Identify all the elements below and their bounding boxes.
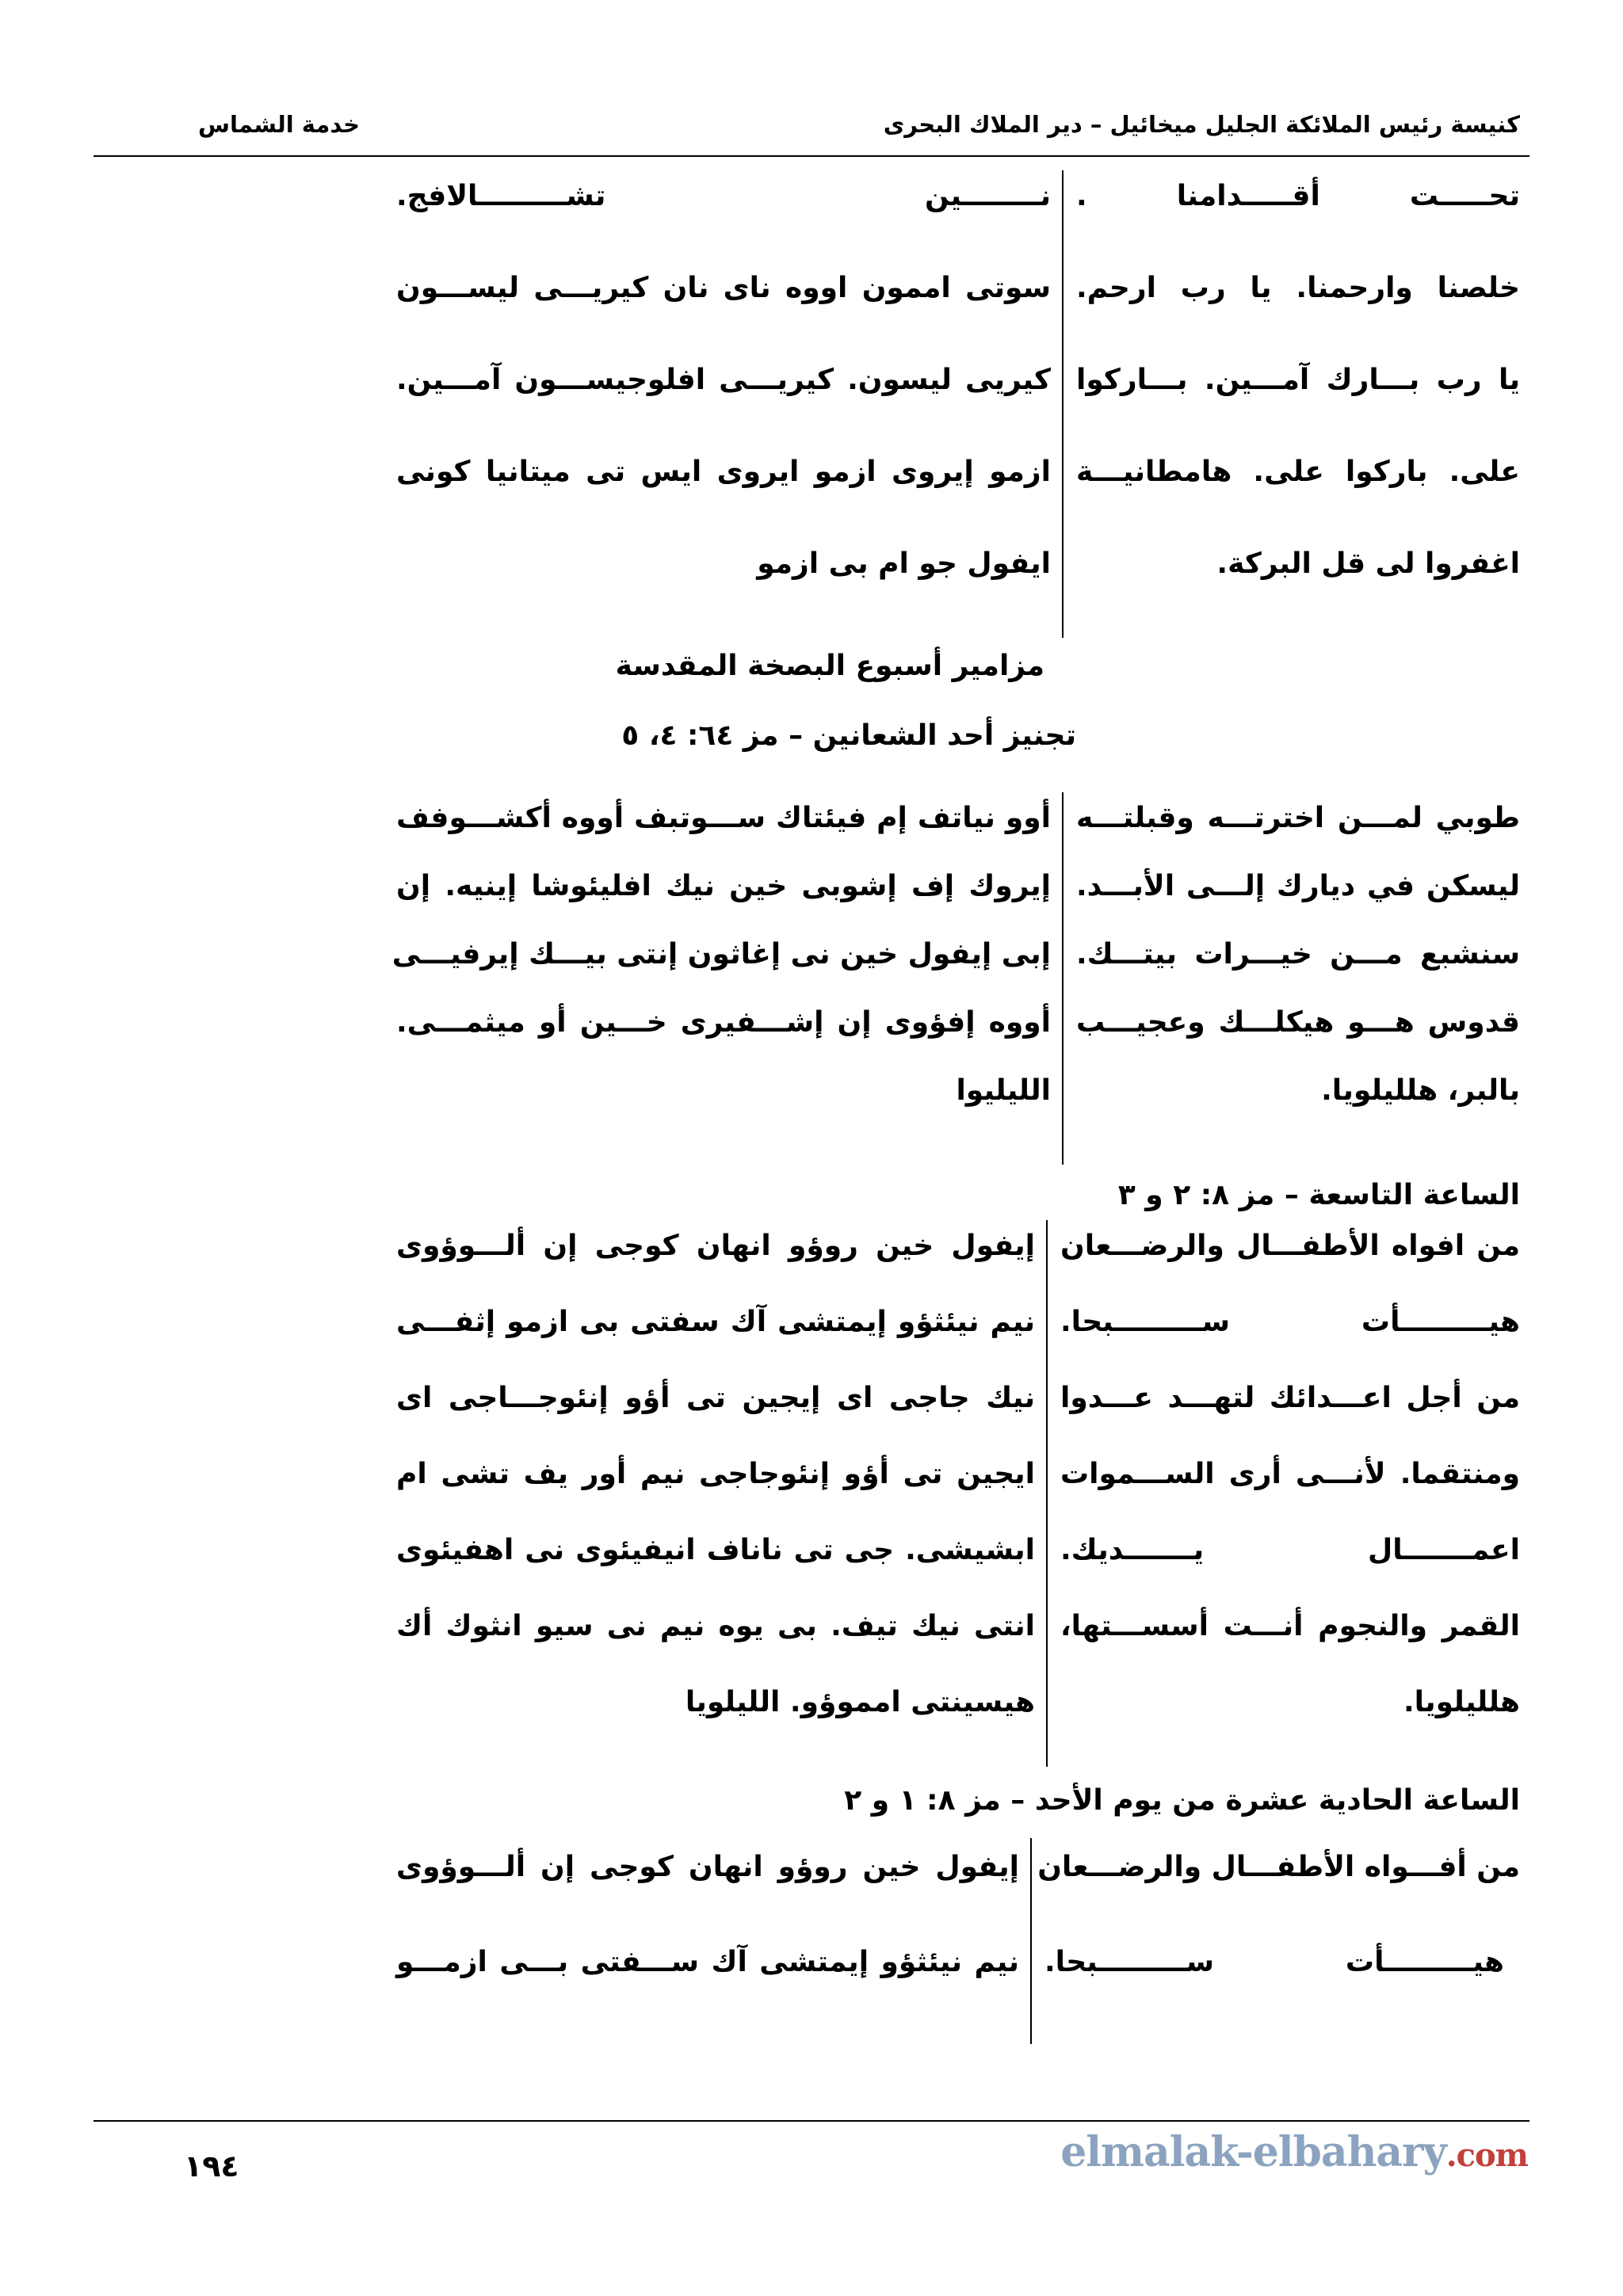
arabic-line: يا رب بـــارك آمـــين. بـــاركوا [1076, 364, 1520, 396]
coptic-line: نــــــــين تشـــــــــالافج. [396, 180, 1051, 212]
text-section-2 [391, 792, 1520, 1165]
coptic-line: ايفول جو ام بى ازمو [757, 547, 1051, 580]
coptic-line: نيم نيئثؤو إيمتشى آك ســـفتى بـــى ازمـــو [396, 1946, 1019, 1978]
column-divider [1046, 1220, 1048, 1767]
page-header-book-title: خدمة الشماس [198, 111, 360, 138]
arabic-line: بالبر، هلليلويا. [1321, 1074, 1520, 1107]
page-header-church-title: كنيسة رئيس الملائكة الجليل ميخائيل – دير الملاك البحرى [883, 111, 1520, 138]
page-number: ١٩٤ [184, 2149, 239, 2183]
section-heading: مزامير أسبوع البصخة المقدسة [615, 650, 1044, 682]
coptic-line: إيروك إف إشوبى خين نيك افليئوشا إينيه. إن [396, 870, 1051, 902]
text-section-3 [396, 1220, 1520, 1767]
section-heading: الساعة الحادية عشرة من يوم الأحد – مز ٨: ١ و ٢ [844, 1784, 1520, 1817]
section-heading: تجنيز أحد الشعانين – مز ٦٤: ٤، ٥ [621, 719, 1076, 752]
arabic-line: القمر والنجوم أنـــت أسســـتها، [1060, 1610, 1520, 1642]
coptic-line: انتى نيك تيف. بى يوه نيم نى سيو انثوك أك [396, 1610, 1035, 1642]
coptic-line: أووه إفؤوى إن إشـــفيرى خـــين أو ميثمـــى. [396, 1006, 1051, 1039]
coptic-line: إبى إيفول خين نى إغاثون إنتى بيـــك إيرفيـــى [391, 938, 1051, 971]
coptic-line: نيك جاجى اى إيجين تى أؤو إنئوجـــاجى اى [396, 1382, 1035, 1414]
arabic-line: من أفـــواه الأطفـــال والرضـــعان [1037, 1851, 1520, 1883]
site-logo-tld: .com [1445, 2137, 1528, 2174]
coptic-line: أوو نياتف إم فيئتاك ســـوتبف أووه أكشـــوفف [396, 802, 1051, 834]
arabic-line: قدوس هـــو هيكلـــك وعجيـــب [1076, 1006, 1520, 1039]
arabic-line: اعمـــــــال يـــــــديك. [1060, 1534, 1520, 1566]
text-section-4 [396, 1838, 1520, 2044]
coptic-line: الليليوا [956, 1074, 1051, 1107]
arabic-line: على. باركوا على. هامطانيـــة [1076, 456, 1520, 488]
column-divider [1062, 792, 1064, 1165]
arabic-line: ليسكن في ديارك إلـــى الأبـــد. [1076, 870, 1520, 902]
arabic-line: خلصنا وارحمنا. يا رب ارحم. [1076, 272, 1520, 304]
coptic-line: ايجين تى أؤو إنئوجاجى نيم أور يف تشى ام [396, 1458, 1035, 1490]
footer-rule [94, 2120, 1529, 2122]
coptic-line: سوتى اممون اووه ناى نان كيريـــى ليســـون [396, 272, 1051, 304]
text-section-1 [396, 170, 1520, 638]
coptic-line: إيفول خين روؤو انهان كوجى إن ألـــوؤوى [396, 1851, 1019, 1883]
section-heading: الساعة التاسعة – مز ٨: ٢ و ٣ [1117, 1179, 1520, 1211]
site-logo [1060, 2128, 1528, 2176]
arabic-line: اغفروا لى قل البركة. [1216, 547, 1520, 580]
arabic-line: من أجل اعـــدائك لتهـــد عـــدوا [1060, 1382, 1520, 1414]
arabic-line: ومنتقما. لأنـــى أرى الســـموات [1060, 1458, 1520, 1490]
coptic-line: كيريى ليسون. كيريـــى افلوجيســـون آمـــين. [396, 364, 1051, 396]
arabic-line: هيـــــــــأت ســـــــــبحا. [1044, 1946, 1504, 1978]
column-divider [1030, 1838, 1032, 2044]
arabic-line: هلليلويا. [1403, 1686, 1520, 1718]
coptic-line: إيفول خين روؤو انهان كوجى إن ألـــوؤوى [396, 1230, 1035, 1262]
site-logo-text: elmalak-elbahary [1060, 2128, 1446, 2176]
coptic-line: هيسينتى امموؤو. الليلويا [685, 1686, 1035, 1718]
column-divider [1062, 170, 1064, 638]
coptic-line: نيم نيئثؤو إيمتشى آك سفتى بى ازمو إثفـــى [396, 1306, 1035, 1338]
arabic-line: من افواه الأطفـــال والرضـــعان [1060, 1230, 1520, 1262]
arabic-line: سنشبع مـــن خيـــرات بيتـــك. [1076, 938, 1520, 971]
coptic-line: ابشيشى. جى تى ناناف انيفيئوى نى اهفيئوى [396, 1534, 1035, 1566]
arabic-line: هيـــــــــأت ســـــــــبحا. [1060, 1306, 1520, 1338]
arabic-line: طوبي لمـــن اخترتـــه وقبلتـــه [1076, 802, 1520, 834]
coptic-line: ازمو إيروى ازمو ايروى ايس تى ميتانيا كونى [396, 456, 1051, 488]
header-rule [94, 155, 1529, 157]
arabic-line: تحـــــت أقـــــدامنا . [1076, 180, 1520, 212]
